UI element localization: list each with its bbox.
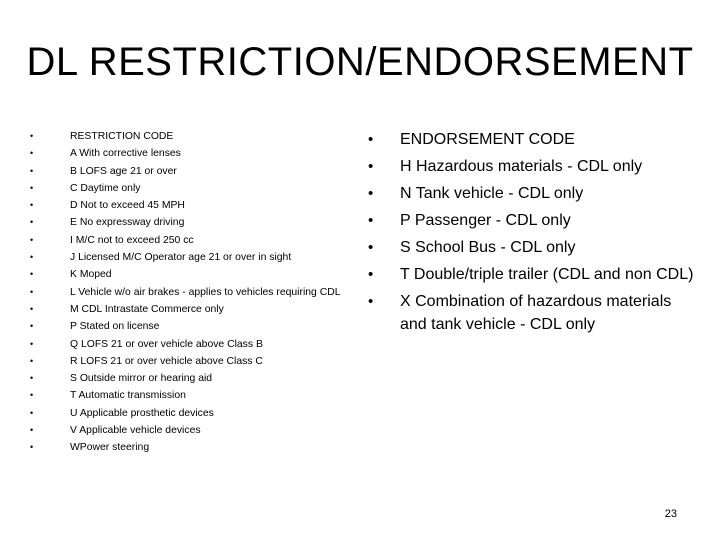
list-item-text: H Hazardous materials - CDL only xyxy=(400,158,643,175)
bullet-icon: • xyxy=(368,131,374,148)
bullet-icon: • xyxy=(30,442,34,453)
list-item-text: T Double/triple trailer (CDL and non CDL) xyxy=(400,266,694,283)
slide-title: DL RESTRICTION/ENDORSEMENT xyxy=(26,40,694,84)
bullet-icon: • xyxy=(30,234,34,245)
bullet-icon: • xyxy=(30,252,34,263)
bullet-icon: • xyxy=(368,293,374,310)
list-item xyxy=(362,263,697,286)
list-item xyxy=(30,370,350,387)
list-item xyxy=(30,163,350,180)
bullet-icon: • xyxy=(368,212,374,229)
list-item xyxy=(362,236,697,259)
list-item xyxy=(30,249,350,266)
list-item xyxy=(30,145,350,162)
bullet-icon: • xyxy=(30,373,34,384)
list-item xyxy=(30,353,350,370)
bullet-icon: • xyxy=(30,200,34,211)
list-item-text: U Applicable prosthetic devices xyxy=(70,407,214,419)
list-item-text: K Moped xyxy=(70,269,112,281)
bullet-icon: • xyxy=(30,425,34,436)
list-item xyxy=(30,214,350,231)
list-item xyxy=(30,301,350,318)
list-item xyxy=(362,155,697,178)
endorsement-code-list xyxy=(362,128,697,340)
list-item xyxy=(30,180,350,197)
list-item-text: E No expressway driving xyxy=(70,217,185,229)
list-item xyxy=(30,128,350,145)
list-item xyxy=(30,422,350,439)
bullet-icon: • xyxy=(368,239,374,256)
list-item-text: S Outside mirror or hearing aid xyxy=(70,373,213,385)
list-item xyxy=(30,439,350,456)
list-item-text: X Combination of hazardous materials and tank vehicle - CDL only xyxy=(400,293,672,333)
list-item-text: Q LOFS 21 or over vehicle above Class B xyxy=(70,338,263,350)
bullet-icon: • xyxy=(368,158,374,175)
bullet-icon: • xyxy=(30,286,34,297)
list-item-text: S School Bus - CDL only xyxy=(400,239,576,256)
bullet-icon: • xyxy=(368,185,374,202)
list-item-text: J Licensed M/C Operator age 21 or over in sight xyxy=(70,252,292,264)
list-item-text: ENDORSEMENT CODE xyxy=(400,131,575,148)
list-item-text: V Applicable vehicle devices xyxy=(70,425,201,437)
list-item-text: L Vehicle w/o air brakes - applies to vehicles requiring CDL xyxy=(70,286,341,298)
list-item xyxy=(30,266,350,283)
bullet-icon: • xyxy=(30,165,34,176)
list-item xyxy=(30,284,350,301)
list-item xyxy=(30,405,350,422)
list-item xyxy=(362,182,697,205)
list-item-text: M CDL Intrastate Commerce only xyxy=(70,303,224,315)
list-item-text: RESTRICTION CODE xyxy=(70,131,174,142)
list-item-text: N Tank vehicle - CDL only xyxy=(400,185,584,202)
bullet-icon: • xyxy=(30,338,34,349)
bullet-icon: • xyxy=(30,217,34,228)
list-item xyxy=(30,387,350,404)
list-item xyxy=(30,232,350,249)
restriction-code-list xyxy=(30,128,350,457)
bullet-icon: • xyxy=(30,182,34,193)
bullet-icon: • xyxy=(368,266,374,283)
list-item-text: P Stated on license xyxy=(70,321,160,333)
list-item-text: B LOFS age 21 or over xyxy=(70,165,177,177)
list-item xyxy=(30,197,350,214)
bullet-icon: • xyxy=(30,321,34,332)
list-item-text: R LOFS 21 or over vehicle above Class C xyxy=(70,355,263,367)
bullet-icon: • xyxy=(30,303,34,314)
list-item xyxy=(362,128,697,151)
list-item xyxy=(30,318,350,335)
bullet-icon: • xyxy=(30,131,34,141)
list-item-text: T Automatic transmission xyxy=(70,390,186,402)
page-number: 23 xyxy=(664,508,677,520)
list-item xyxy=(362,290,697,336)
bullet-icon: • xyxy=(30,355,34,366)
list-item xyxy=(362,209,697,232)
list-item xyxy=(30,336,350,353)
list-item-text: D Not to exceed 45 MPH xyxy=(70,200,185,212)
list-item-text: I M/C not to exceed 250 cc xyxy=(70,234,194,246)
bullet-icon: • xyxy=(30,148,34,159)
bullet-icon: • xyxy=(30,407,34,418)
bullet-icon: • xyxy=(30,390,34,401)
bullet-icon: • xyxy=(30,269,34,280)
list-item-text: P Passenger - CDL only xyxy=(400,212,571,229)
list-item-text: C Daytime only xyxy=(70,182,141,194)
list-item-text: WPower steering xyxy=(70,442,150,454)
list-item-text: A With corrective lenses xyxy=(70,148,181,160)
